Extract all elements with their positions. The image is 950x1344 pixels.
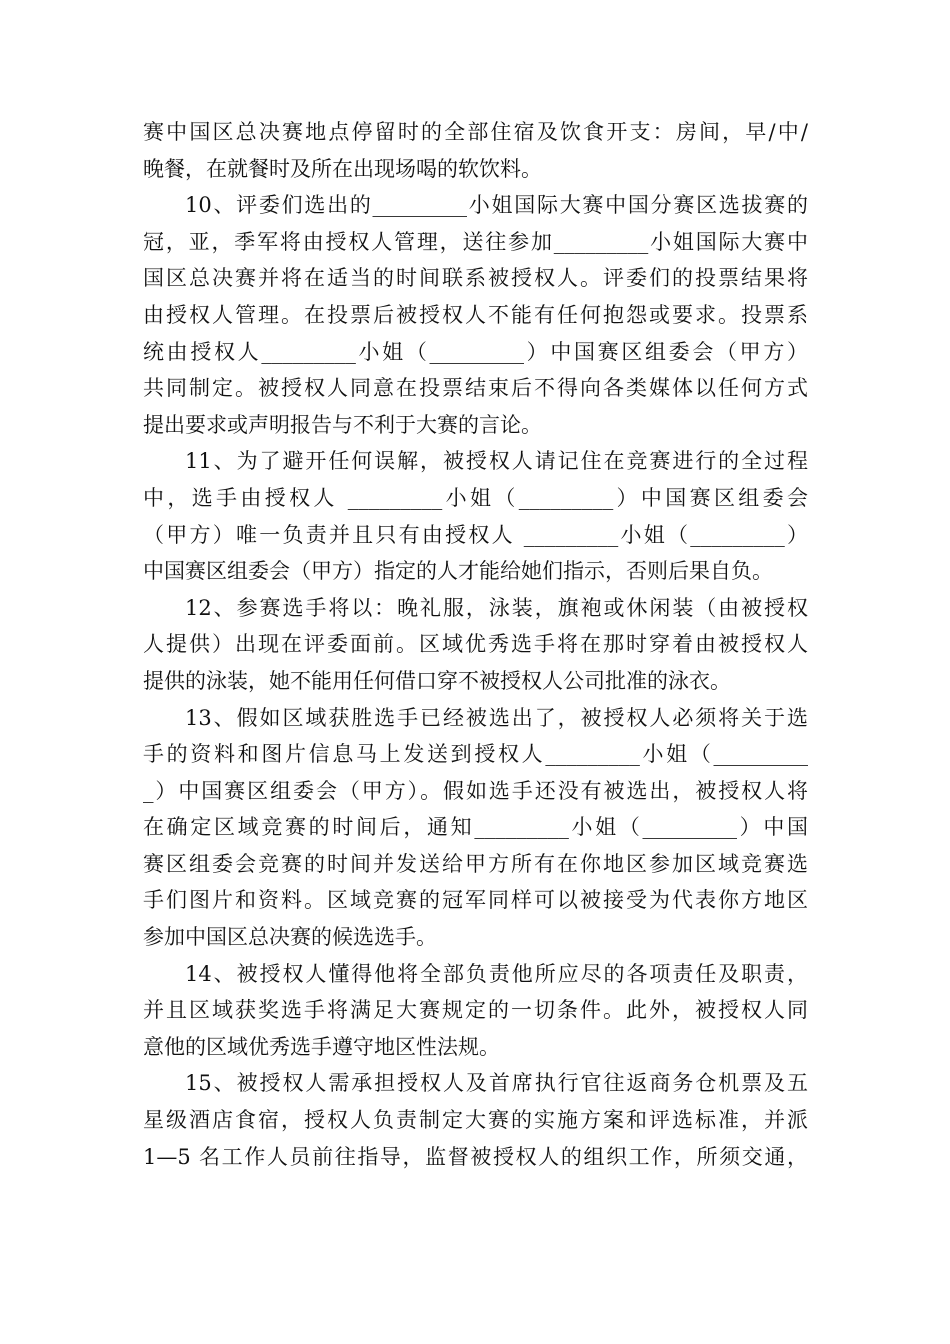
- text-line: 中，选手由授权人 _________小姐（_________）中国赛区组委会: [143, 485, 808, 510]
- text-line: 晚餐，在就餐时及所在出现场喝的软饮料。: [143, 156, 542, 181]
- text-line: 意他的区域优秀选手遵守地区性法规。: [143, 1034, 500, 1059]
- text-line: 手们图片和资料。区域竞赛的冠军同样可以被接受为代表你方地区: [143, 888, 808, 913]
- text-line: 中国赛区组委会（甲方）指定的人才能给她们指示，否则后果自负。: [143, 559, 773, 584]
- text-line: 提出要求或声明报告与不利于大赛的言论。: [143, 412, 542, 437]
- text-line: 在确定区域竞赛的时间后，通知_________小姐（_________）中国: [143, 815, 808, 840]
- text-line: 手的资料和图片信息马上发送到授权人_________小姐（_________: [143, 742, 808, 767]
- document-body: [143, 114, 808, 1175]
- text-line: 15、被授权人需承担授权人及首席执行官往返商务仓机票及五: [185, 1071, 808, 1096]
- text-line: 星级酒店食宿，授权人负责制定大赛的实施方案和评选标准，并派: [143, 1108, 808, 1133]
- text-line: 赛中国区总决赛地点停留时的全部住宿及饮食开支：房间，早/中/: [143, 120, 808, 144]
- text-line: 并且区域获奖选手将满足大赛规定的一切条件。此外，被授权人同: [143, 998, 808, 1023]
- text-line: 国区总决赛并将在适当的时间联系被授权人。评委们的投票结果将: [143, 266, 808, 291]
- text-line: 冠，亚，季军将由授权人管理，送往参加_________小姐国际大赛中: [143, 229, 808, 254]
- text-line: 人提供）出现在评委面前。区域优秀选手将在那时穿着由被授权人: [143, 632, 808, 657]
- text-line: 1—5 名工作人员前往指导，监督被授权人的组织工作，所须交通，: [143, 1144, 808, 1169]
- text-line: 赛区组委会竞赛的时间并发送给甲方所有在你地区参加区域竞赛选: [143, 851, 808, 876]
- text-line: 10、评委们选出的_________小姐国际大赛中国分赛区选拔赛的: [185, 193, 808, 218]
- text-line: （甲方）唯一负责并且只有由授权人 _________小姐（_________）: [143, 522, 808, 547]
- text-line: 14、被授权人懂得他将全部负责他所应尽的各项责任及职责，: [185, 961, 808, 986]
- text-line: 共同制定。被授权人同意在投票结束后不得向各类媒体以任何方式: [143, 376, 808, 401]
- text-line: _）中国赛区组委会（甲方）。假如选手还没有被选出，被授权人将: [143, 778, 808, 803]
- text-line: 统由授权人_________小姐（_________）中国赛区组委会（甲方）: [143, 339, 808, 364]
- text-line: 提供的泳装，她不能用任何借口穿不被授权人公司批准的泳衣。: [143, 668, 731, 693]
- text-line: 12、参赛选手将以：晚礼服，泳装，旗袍或休闲装（由被授权: [185, 595, 808, 620]
- text-line: 由授权人管理。在投票后被授权人不能有任何抱怨或要求。投票系: [143, 302, 808, 327]
- text-line: 13、假如区域获胜选手已经被选出了，被授权人必须将关于选: [185, 705, 808, 730]
- text-line: 11、为了避开任何误解，被授权人请记住在竞赛进行的全过程: [185, 449, 808, 474]
- text-line: 参加中国区总决赛的候选选手。: [143, 925, 437, 950]
